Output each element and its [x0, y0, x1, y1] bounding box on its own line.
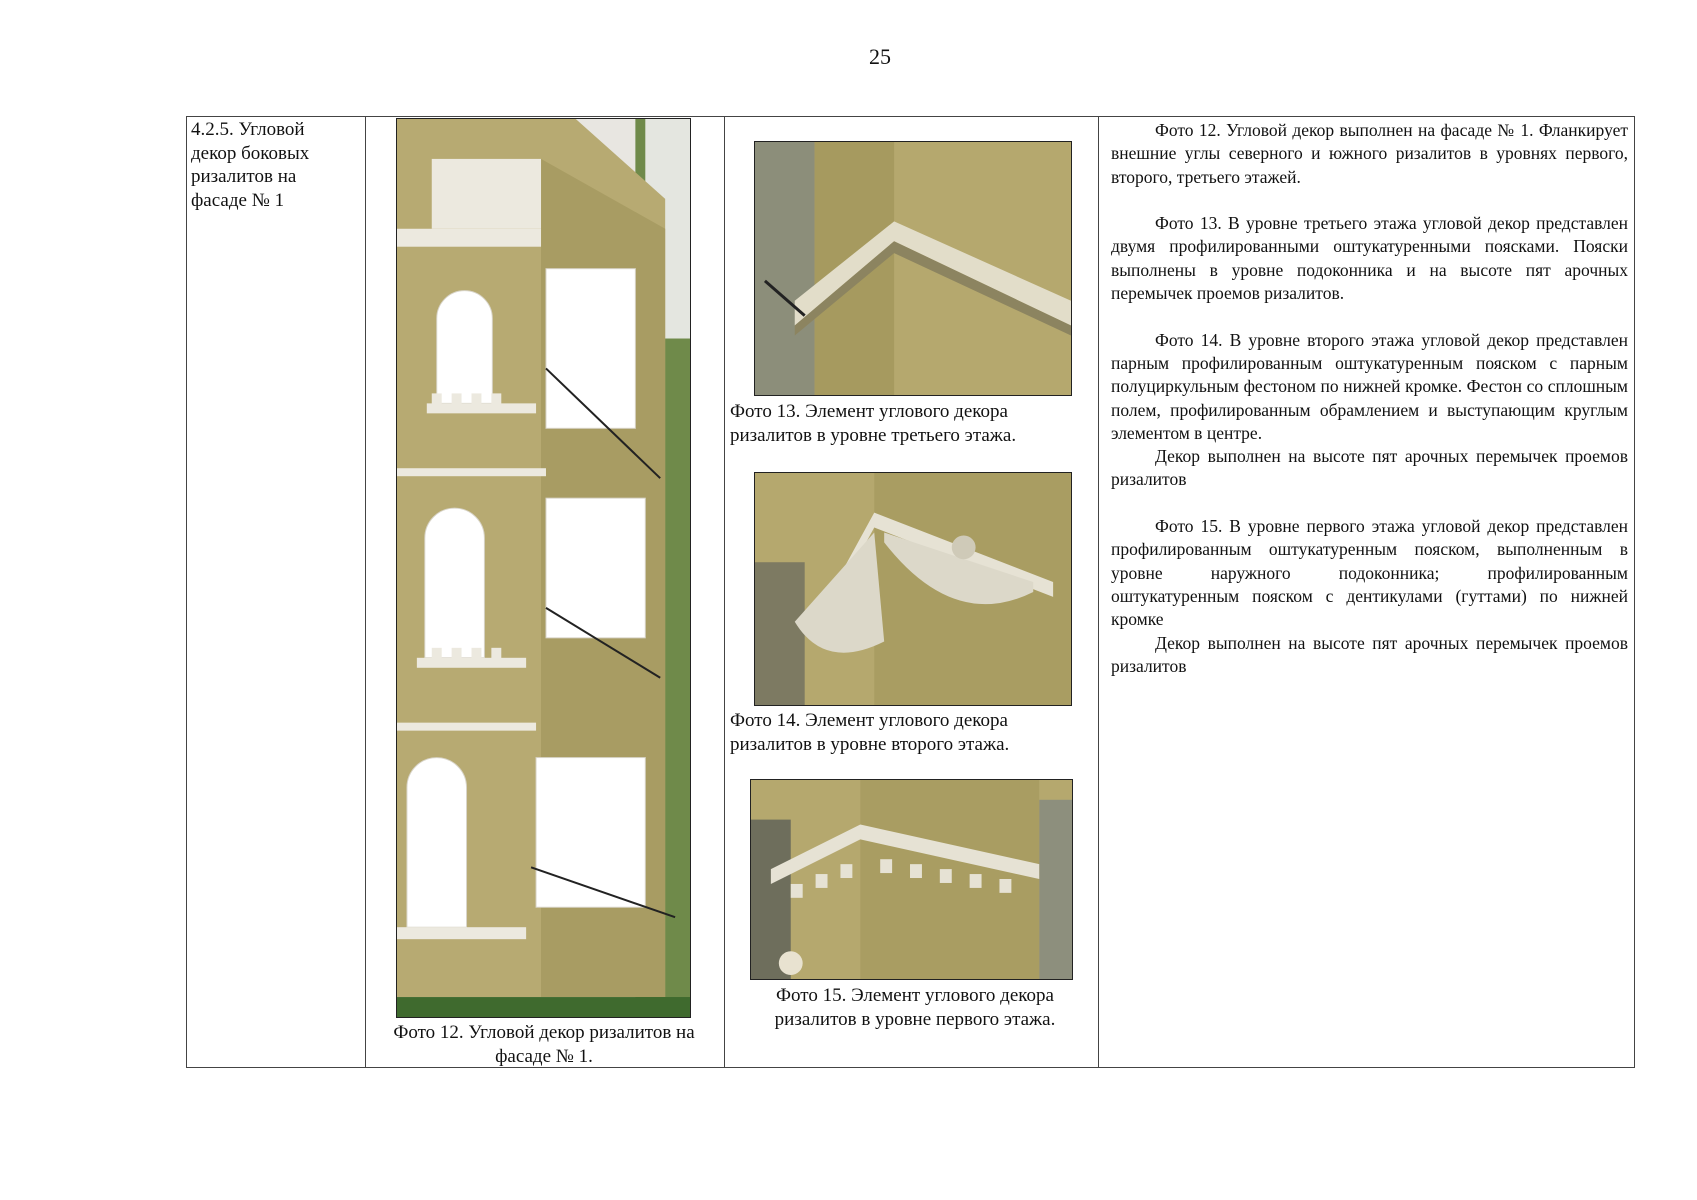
- main-photo-cell: [366, 117, 725, 1068]
- photo-13-caption: Фото 13. Элемент углового декора ризалитов в уровне третьего этажа.: [730, 401, 1017, 446]
- page-number: 25: [869, 44, 891, 69]
- second-floor-detail-image: [755, 473, 1071, 705]
- detail-photos-cell: [725, 117, 1099, 1068]
- paragraph-photo-15: Фото 15. В уровне первого этажа угловой декор представлен профилированным оштукатуренным пояском, выполненным в уровне наружного подоконника; профилированным оштукатуренным пояском с дентикулами (гуттами) по нижней кромке: [1111, 516, 1628, 630]
- paragraph-photo-15-note: Декор выполнен на высоте пят арочных перемычек проемов ризалитов: [1111, 632, 1628, 676]
- paragraph-photo-12: Фото 12. Угловой декор выполнен на фасаде № 1. Фланкирует внешние углы северного и южного ризалитов в уровнях первого, второго, третьего этажей.: [1111, 120, 1628, 187]
- photo-15-detail: [750, 779, 1073, 980]
- third-floor-detail-image: [755, 142, 1071, 395]
- photo-14-caption: Фото 14. Элемент углового декора ризалитов в уровне второго этажа.: [730, 710, 1010, 755]
- description-text: [1099, 117, 1634, 678]
- paragraph-photo-14-note: Декор выполнен на высоте пят арочных перемычек проемов ризалитов: [1111, 446, 1628, 490]
- photo-12-facade: [396, 118, 691, 1018]
- photo-14-detail: [754, 472, 1072, 706]
- section-cell: [187, 117, 366, 1068]
- section-title: 4.2.5. Угловой декор боковых ризалитов на фасаде № 1: [191, 119, 310, 211]
- description-cell: [1099, 117, 1635, 1068]
- first-floor-detail-image: [751, 780, 1072, 979]
- paragraph-photo-14: Фото 14. В уровне второго этажа угловой декор представлен парным профилированным оштукатуренным пояском с парным полуциркульным фестоном по нижней кромке. Фестон со сплошным полем, профилированным обрамлением и выступающим круглым элементом в центре.: [1111, 329, 1628, 443]
- facade-image: [397, 119, 690, 1017]
- photo-15-caption: Фото 15. Элемент углового декора ризалитов в уровне первого этажа.: [774, 985, 1056, 1030]
- photo-13-detail: [754, 141, 1072, 396]
- document-table: [186, 116, 1635, 1068]
- photo-12-caption: Фото 12. Угловой декор ризалитов на фасаде № 1.: [393, 1022, 695, 1067]
- paragraph-photo-13: Фото 13. В уровне третьего этажа угловой декор представлен двумя профилированными оштукатуренными поясками. Пояски выполнены в уровне подоконника и на высоте пят арочных перемычек проемов ризалитов.: [1111, 213, 1628, 304]
